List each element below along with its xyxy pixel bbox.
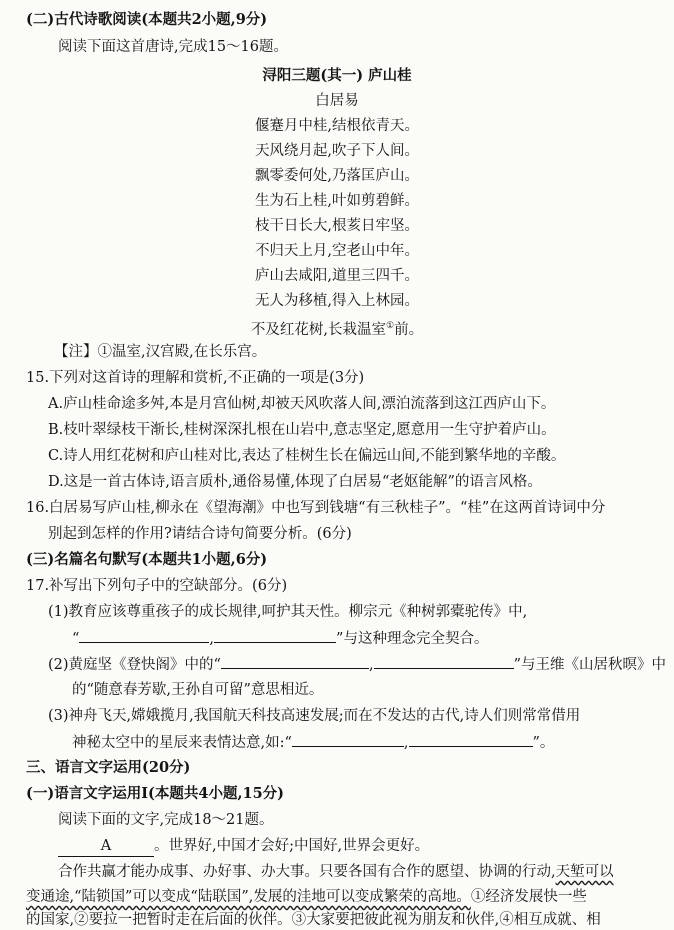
quote-open: “: [72, 631, 80, 647]
q15-option-d: D.这是一首古体诗,语言质朴,通俗易懂,体现了白居易“老妪能解”的语言风格。: [48, 474, 542, 490]
section-poetry-header: (二)古代诗歌阅读(本题共2小题,9分): [26, 11, 268, 28]
q17-2-head: (2)黄庭坚《登快阁》中的“: [48, 657, 221, 673]
blank-field[interactable]: [409, 732, 533, 747]
part3-header: 三、语言文字运用(20分): [26, 759, 191, 776]
q15-option-a: A.庐山桂命途多舛,本是月宫仙树,却被天风吹落人间,漂泊流落到这江西庐山下。: [48, 396, 556, 412]
poetry-instruction: 阅读下面这首唐诗,完成15～16题。: [58, 39, 289, 55]
q17-2-tail: ”与王维《山居秋暝》中: [513, 657, 666, 673]
poem-line-last-end: 前。: [394, 321, 424, 338]
q17-3-line1: (3)神舟飞天,嫦娥揽月,我国航天科技高速发展;而在不发达的古代,诗人们则常常借用: [48, 708, 581, 724]
poem-line-last: [0, 316, 674, 340]
para-line2-text: ①经济发展快一些: [470, 889, 587, 905]
poem-author: 白居易: [315, 93, 359, 109]
comma: ,: [403, 735, 409, 751]
wavy-underlined-text: 变通途,“陆锁国”可以变成“陆联国”,发展的洼地可以变成繁荣的高地。: [26, 889, 471, 905]
blank-field[interactable]: [214, 628, 336, 643]
blank-field[interactable]: [374, 654, 514, 669]
comma: ,: [368, 657, 374, 673]
q16-line2: 别起到怎样的作用?请结合诗句简要分析。(6分): [48, 526, 352, 542]
section-famous-header: (三)名篇名句默写(本题共1小题,6分): [26, 551, 268, 568]
blank-field[interactable]: [292, 732, 404, 747]
wavy-underlined-text: 天堑可以: [555, 864, 614, 880]
poem-line: 生为石上桂,叶如剪碧鲜。: [254, 193, 420, 209]
q16-line1: 16.白居易写庐山桂,柳永在《望海潮》中也写到钱塘“有三秋桂子”。“桂”在这两首诗词中分: [26, 500, 606, 516]
poem-line: 庐山去咸阳,道里三四千。: [254, 268, 420, 284]
q15-option-c: C.诗人用红花树和庐山桂对比,表达了桂树生长在偏远山间,不能到繁华地的辛酸。: [48, 448, 566, 464]
blank-a-tail: 。世界好,中国才会好;中国好,世界会更好。: [154, 838, 430, 854]
q17-3-head: 神秘太空中的星辰来表情达意,如:“: [72, 735, 292, 751]
q17-1-line2: [72, 628, 488, 649]
blank-a-line: [58, 836, 429, 857]
q17-3-tail: ”。: [532, 735, 555, 751]
para-line1: [58, 862, 614, 882]
poem-line: 偃蹇月中桂,结根依青天。: [254, 118, 420, 134]
comma: ,: [209, 631, 215, 647]
poem-line: 天风绕月起,吹子下人间。: [254, 143, 420, 159]
q17-stem: 17.补写出下列句子中的空缺部分。(6分): [26, 578, 288, 594]
poem-line: 无人为移植,得入上林园。: [254, 293, 420, 309]
q17-2-line1: [48, 654, 666, 675]
section-lang-header: (一)语言文字运用Ⅰ(本题共4小题,15分): [26, 785, 285, 802]
para-line3: 的国家,②要拉一把暂时走在后面的伙伴。③大家要把彼此视为朋友和伙伴,④相互成就、相: [26, 912, 601, 928]
poem-line-last-text: 不及红花树,长栽温室: [250, 321, 387, 338]
q15-option-b: B.枝叶翠绿枝干渐长,桂树深深扎根在山岩中,意志坚定,愿意用一生守护着庐山。: [48, 422, 556, 438]
lang-instruction: 阅读下面的文字,完成18～21题。: [58, 812, 274, 828]
poem-line: 枝干日长大,根荄日牢坚。: [254, 218, 420, 234]
q17-1-line1: (1)教育应该尊重孩子的成长规律,呵护其天性。柳宗元《种树郭橐驼传》中,: [48, 604, 528, 620]
q15-stem: 15.下列对这首诗的理解和赏析,不正确的一项是(3分): [26, 370, 365, 386]
para-line1-text: 合作共赢才能办成事、办好事、办大事。只要各国有合作的愿望、协调的行动,: [58, 864, 556, 880]
footnote-marker: ①: [386, 321, 395, 331]
poem-line: 飘零委何处,乃落匡庐山。: [254, 168, 420, 184]
blank-field[interactable]: [79, 628, 209, 643]
blank-field[interactable]: [221, 654, 369, 669]
q17-1-tail: ”与这种理念完全契合。: [336, 631, 489, 647]
blank-a[interactable]: A: [58, 836, 154, 857]
poem-note: 【注】①温室,汉宫殿,在长乐宫。: [54, 344, 267, 360]
poem-line: 不归天上月,空老山中年。: [254, 243, 420, 259]
q17-2-line2: 的“随意春芳歇,王孙自可留”意思相近。: [72, 682, 324, 698]
para-line2: [26, 887, 587, 907]
q17-3-line2: [72, 732, 554, 753]
poem-title: 浔阳三题(其一) 庐山桂: [262, 67, 412, 84]
